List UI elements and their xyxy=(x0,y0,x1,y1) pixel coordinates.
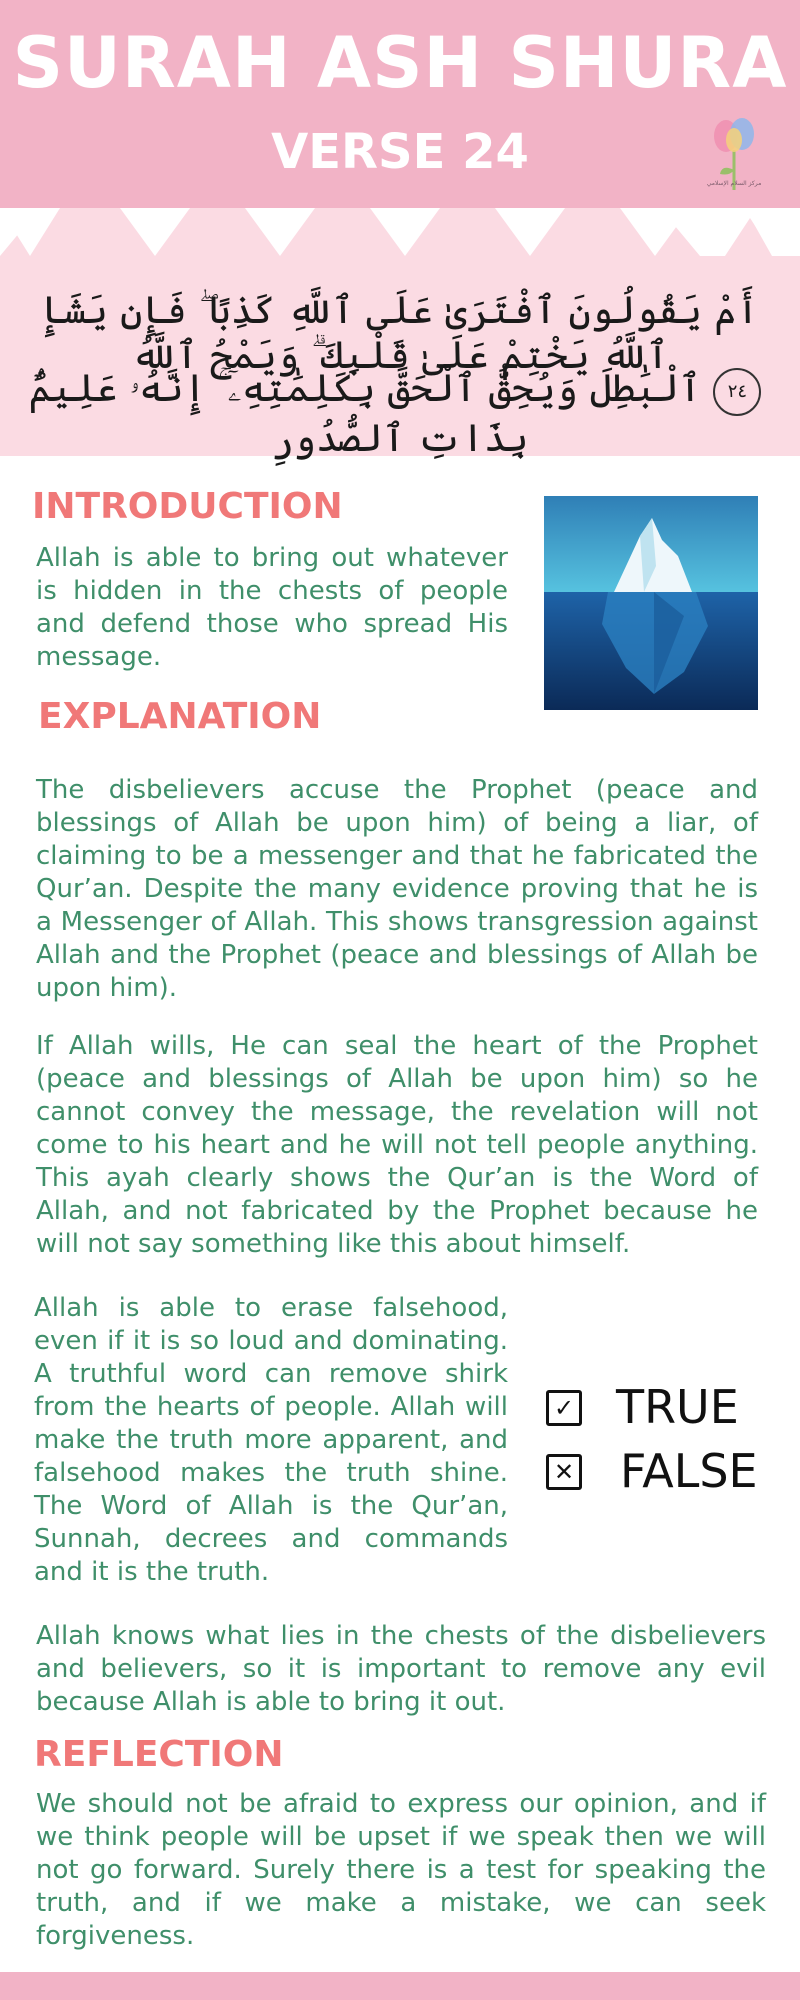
explanation-heading: EXPLANATION xyxy=(38,696,322,737)
explanation-paragraph-3: Allah is able to erase falsehood, even if it is so loud and dominating. A truthful word can remove shirk from the hearts of people. Allah will make the truth more apparent, and falsehood makes the truth shine. The Word of Allah is the Qur’an, Sunnah, decrees and commands and it is the truth. xyxy=(34,1293,508,1587)
explanation-paragraph-2: If Allah wills, He can seal the heart of the Prophet (peace and blessings of Allah be upon him) so he cannot convey the message, the revelation will not come to his heart and he will not tell people anything. This ayah clearly shows the Qur’an is the Word of Allah, and not fabricated by the Prophet because he will not say something like this about himself. xyxy=(36,1031,758,1259)
introduction-text: Allah is able to bring out whatever is hidden in the chests of people and defend those who spread His message. xyxy=(36,543,508,672)
iceberg-image xyxy=(544,496,758,710)
introduction-heading: INTRODUCTION xyxy=(32,486,343,527)
true-label: TRUE xyxy=(616,1380,739,1434)
explanation-paragraph-4: Allah knows what lies in the chests of the disbelievers and believers, so it is important to remove any evil because Allah is able to bring it out. xyxy=(36,1621,766,1717)
reflection-text: We should not be afraid to express our opinion, and if we think people will be upset if we speak then we will not go forward. Surely there is a test for speaking the truth, and if we make a mistake, we can seek forgiveness. xyxy=(36,1789,766,1951)
checkbox-crossed-icon: ✕ xyxy=(546,1454,582,1490)
reflection-heading: REFLECTION xyxy=(34,1734,284,1775)
footer-bar xyxy=(0,1972,800,2000)
page-title: SURAH ASH SHURA xyxy=(12,22,788,104)
explanation-paragraph-1: The disbelievers accuse the Prophet (peace and blessings of Allah be upon him) of being a liar, of claiming to be a messenger and that he fabricated the Qur’an. Despite the many evidence proving that he is a Messenger of Allah. This shows transgression against Allah and the Prophet (peace and blessings of Allah be upon him). xyxy=(36,775,758,1003)
verse-arabic-line-1: أَمْ يَقُولُونَ ٱفْتَرَىٰ عَلَى ٱللَّهِ كَذِبًا ۖ فَإِن يَشَإِ ٱللَّهُ يَخْتِمْ عَلَىٰ قَلْبِكَ ۗ وَيَمْحُ ٱللَّهُ xyxy=(41,288,759,377)
page-subtitle: VERSE 24 xyxy=(271,124,529,180)
flower-logo-icon xyxy=(704,110,764,202)
true-option xyxy=(546,1380,776,1440)
zigzag-divider xyxy=(0,208,800,256)
verse-number-marker: ٢٤ xyxy=(713,368,761,416)
verse-arabic-line-2 xyxy=(20,366,780,460)
logo-caption: مركز السلام الإسلامي xyxy=(706,180,762,187)
false-label: FALSE xyxy=(620,1444,758,1498)
false-option xyxy=(546,1444,776,1504)
verse-arabic-line-2-text: ٱلْبَٰطِلَ وَيُحِقُّ ٱلْحَقَّ بِكَلِمَٰتِهِۦٓ ۚ إِنَّهُۥ عَلِيمٌۢ بِذَاتِ ٱلصُّدُورِ xyxy=(28,366,702,460)
checkbox-checked-icon: ✓ xyxy=(546,1390,582,1426)
